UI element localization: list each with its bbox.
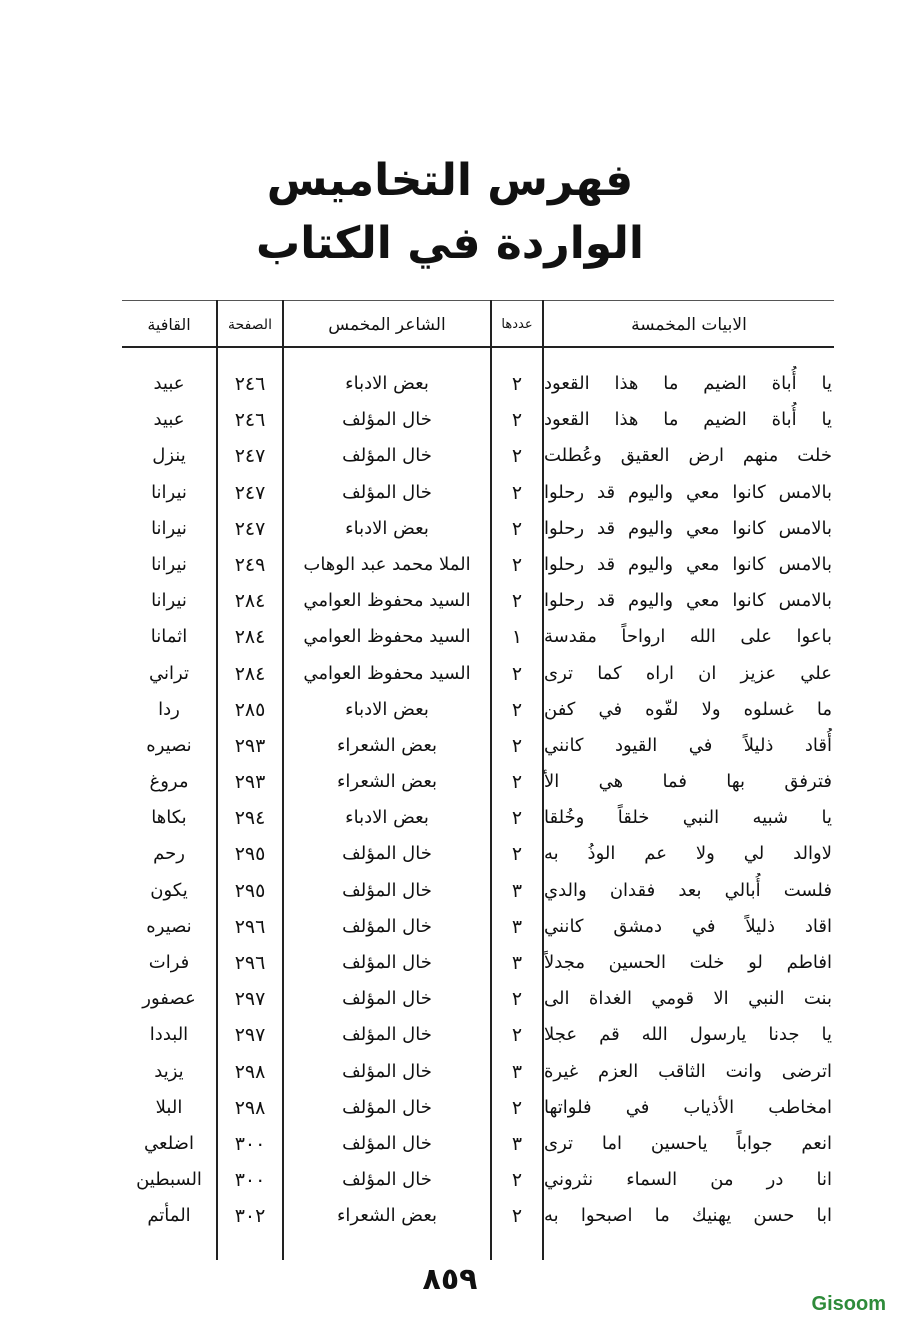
verse-cell: يا أُباة الضيم ما هذا القعود xyxy=(544,373,832,394)
poet-cell: السيد محفوظ العوامي xyxy=(303,662,471,684)
count-cell: ٢ xyxy=(511,662,523,685)
table-row xyxy=(122,438,834,474)
page-cell: ٣٠٢ xyxy=(234,1205,266,1228)
page-cell: ٢٨٤ xyxy=(234,626,266,649)
poet-cell: خال المؤلف xyxy=(342,1096,432,1118)
poet-cell: خال المؤلف xyxy=(342,1024,432,1046)
rhyme-cell: نيرانا xyxy=(151,517,187,539)
index-table xyxy=(122,300,834,1260)
verse-cell: باعوا على الله ارواحاً مقدسة xyxy=(544,626,832,648)
page-cell: ٢٩٥ xyxy=(234,879,266,902)
table-row xyxy=(122,511,834,547)
count-cell: ٣ xyxy=(511,879,523,902)
verse-cell: ما غسلوه ولا لفّوه في كفن xyxy=(544,698,832,720)
page-cell: ٢٩٥ xyxy=(234,843,266,866)
poet-cell: بعض الشعراء xyxy=(336,771,438,793)
poet-cell: خال المؤلف xyxy=(342,481,432,503)
poet-cell: بعض الادباء xyxy=(345,517,429,539)
page-cell: ٢٩٧ xyxy=(234,1024,266,1047)
page-cell: ٢٤٦ xyxy=(234,373,266,395)
page-cell: ٢٤٧ xyxy=(234,517,266,540)
verse-cell: يا شبيه النبي خلقاً وخُلقا xyxy=(544,807,832,829)
table-row xyxy=(122,402,834,438)
poet-cell: السيد محفوظ العوامي xyxy=(303,590,471,612)
table-row xyxy=(122,583,834,619)
count-cell: ٢ xyxy=(511,445,523,468)
rhyme-cell: المأتم xyxy=(147,1205,191,1227)
table-row xyxy=(122,909,834,945)
poet-cell: خال المؤلف xyxy=(342,1132,432,1154)
poet-cell: خال المؤلف xyxy=(342,409,432,431)
verse-cell: أُقاد ذليلاً في القيود كانني xyxy=(544,734,832,756)
table-row xyxy=(122,800,834,836)
count-cell: ٢ xyxy=(511,988,523,1011)
rhyme-cell: اثمانا xyxy=(150,626,188,648)
gisoom-logo: Gisoom xyxy=(811,1293,886,1315)
page-cell: ٢٩٨ xyxy=(234,1060,266,1083)
page-cell: ٢٨٥ xyxy=(234,698,266,721)
count-cell: ٢ xyxy=(511,1024,523,1047)
poet-cell: خال المؤلف xyxy=(342,915,432,937)
count-cell: ٢ xyxy=(511,698,523,721)
poet-cell: خال المؤلف xyxy=(342,952,432,973)
table-row xyxy=(122,764,834,800)
verse-cell: اقاد ذليلاً في دمشق كانني xyxy=(544,915,832,937)
table-row xyxy=(122,873,834,909)
count-cell: ٢ xyxy=(511,373,523,395)
page-cell: ٢٩٦ xyxy=(234,915,266,938)
verse-cell: فترفق بها فما هي الأ xyxy=(544,771,832,793)
verse-cell: افاطم لو خلت الحسين مجدلاً xyxy=(544,952,832,973)
verse-cell: انعم جواباً ياحسين اما ترى xyxy=(544,1132,832,1154)
page-title: فهرس التخاميس xyxy=(266,155,634,206)
page-cell: ٢٤٩ xyxy=(234,553,266,576)
table-row xyxy=(122,1090,834,1126)
count-cell: ٢ xyxy=(511,590,523,613)
page-cell: ٢٩٧ xyxy=(234,988,266,1011)
verse-cell: بنت النبي الا قومي الغداة الى xyxy=(544,988,832,1010)
rhyme-cell: يكون xyxy=(150,879,188,901)
count-cell: ٢ xyxy=(511,1169,523,1192)
table-row xyxy=(122,619,834,655)
verse-cell: علي عزيز ان اراه كما ترى xyxy=(544,662,832,684)
poet-cell: السيد محفوظ العوامي xyxy=(303,626,471,648)
rhyme-cell: تراني xyxy=(149,662,189,684)
table-row xyxy=(122,1017,834,1053)
page-number: ٨٥٩ xyxy=(422,1262,478,1297)
poet-cell: بعض الشعراء xyxy=(336,734,438,756)
count-cell: ٢ xyxy=(511,481,523,504)
rhyme-cell: فرات xyxy=(148,952,190,973)
poet-cell: خال المؤلف xyxy=(342,445,432,467)
table-top-rule xyxy=(122,300,834,301)
rhyme-cell: البلا xyxy=(155,1096,183,1118)
page-cell: ٢٩٦ xyxy=(234,952,266,974)
count-cell: ٢ xyxy=(511,1096,523,1119)
count-cell: ٢ xyxy=(511,1205,523,1228)
poet-cell: بعض الادباء xyxy=(345,373,429,394)
verse-cell: امخاطب الأذياب في فلواتها xyxy=(544,1096,832,1118)
page-cell: ٢٨٤ xyxy=(234,662,266,685)
count-cell: ١ xyxy=(511,626,523,649)
page-cell: ٢٤٧ xyxy=(234,481,266,504)
verse-cell: بالامس كانوا معي واليوم قد رحلوا xyxy=(544,481,832,503)
verse-cell: يا جدنا يارسول الله قم عجلا xyxy=(544,1024,832,1046)
table-row xyxy=(122,366,834,402)
rhyme-cell: يزيد xyxy=(154,1060,184,1082)
page-cell: ٢٤٦ xyxy=(234,409,266,432)
count-cell: ٢ xyxy=(511,517,523,540)
count-cell: ٣ xyxy=(511,1132,523,1155)
poet-cell: خال المؤلف xyxy=(342,843,432,865)
poet-cell: بعض الادباء xyxy=(345,807,429,829)
poet-cell: خال المؤلف xyxy=(342,1060,432,1082)
table-row xyxy=(122,1126,834,1162)
poet-cell: خال المؤلف xyxy=(342,1169,432,1191)
header-page: الصفحة xyxy=(228,317,272,333)
rhyme-cell: عبيد xyxy=(153,373,185,394)
verse-cell: انا در من السماء نثروني xyxy=(544,1169,832,1191)
table-row xyxy=(122,656,834,692)
header-verses: الابيات المخمسة xyxy=(631,315,747,335)
verse-cell: ابا حسن يهنيك ما اصبحوا به xyxy=(544,1205,832,1227)
page-cell: ٣٠٠ xyxy=(234,1132,266,1155)
verse-cell: يا أُباة الضيم ما هذا القعود xyxy=(544,409,832,431)
rhyme-cell: البددا xyxy=(149,1024,189,1046)
table-row xyxy=(122,728,834,764)
rhyme-cell: اضلعي xyxy=(144,1132,194,1154)
table-row xyxy=(122,1198,834,1234)
header-count: عددها xyxy=(501,317,533,332)
count-cell: ٢ xyxy=(511,771,523,794)
count-cell: ٣ xyxy=(511,915,523,938)
page-cell: ٢٨٤ xyxy=(234,590,266,613)
verse-cell: بالامس كانوا معي واليوم قد رحلوا xyxy=(544,553,832,575)
table-row xyxy=(122,547,834,583)
page-subtitle: الواردة في الكتاب xyxy=(255,218,644,269)
table-row xyxy=(122,945,834,981)
rhyme-cell: بكاها xyxy=(151,807,187,829)
table-row xyxy=(122,1054,834,1090)
rhyme-cell: مروغ xyxy=(149,771,189,793)
table-row xyxy=(122,836,834,872)
count-cell: ٢ xyxy=(511,734,523,757)
rhyme-cell: عبيد xyxy=(153,409,185,431)
page-cell: ٢٤٧ xyxy=(234,445,266,468)
page-cell: ٢٩٣ xyxy=(234,771,266,794)
poet-cell: خال المؤلف xyxy=(342,988,432,1010)
verse-cell: بالامس كانوا معي واليوم قد رحلوا xyxy=(544,517,832,539)
count-cell: ٣ xyxy=(511,952,523,974)
poet-cell: خال المؤلف xyxy=(342,879,432,901)
rhyme-cell: نصيره xyxy=(146,915,192,937)
rhyme-cell: ينزل xyxy=(152,445,186,467)
poet-cell: بعض الشعراء xyxy=(336,1205,438,1227)
header-rule xyxy=(122,346,834,348)
table-body xyxy=(122,366,834,1235)
rhyme-cell: السبطين xyxy=(136,1169,202,1191)
page-cell: ٣٠٠ xyxy=(234,1169,266,1192)
header-poet: الشاعر المخمس xyxy=(328,315,446,335)
header-rhyme: القافية xyxy=(147,315,191,334)
poet-cell: الملا محمد عبد الوهاب xyxy=(303,553,471,575)
count-cell: ٢ xyxy=(511,843,523,866)
rhyme-cell: نصيره xyxy=(146,734,192,756)
verse-cell: فلست أُبالي بعد فقدان والدي xyxy=(544,879,832,901)
verse-cell: بالامس كانوا معي واليوم قد رحلوا xyxy=(544,590,832,612)
table-row xyxy=(122,1162,834,1198)
rhyme-cell: عصفور xyxy=(142,988,196,1010)
count-cell: ٢ xyxy=(511,409,523,432)
page-cell: ٢٩٨ xyxy=(234,1096,266,1119)
count-cell: ٢ xyxy=(511,553,523,576)
poet-cell: بعض الادباء xyxy=(345,698,429,720)
rhyme-cell: ردا xyxy=(158,698,180,720)
count-cell: ٢ xyxy=(511,807,523,830)
count-cell: ٣ xyxy=(511,1060,523,1083)
page-cell: ٢٩٣ xyxy=(234,734,266,757)
verse-cell: لاوالد لي ولا عم الوذُ به xyxy=(544,843,832,865)
table-row xyxy=(122,692,834,728)
page-cell: ٢٩٤ xyxy=(234,807,266,830)
rhyme-cell: نيرانا xyxy=(151,590,187,612)
table-row xyxy=(122,981,834,1017)
rhyme-cell: نيرانا xyxy=(151,481,187,503)
table-row xyxy=(122,475,834,511)
verse-cell: خلت منهم ارض العقيق وعُطلت xyxy=(544,445,832,467)
verse-cell: اترضى وانت الثاقب العزم غيرة xyxy=(544,1060,832,1082)
rhyme-cell: رحم xyxy=(153,843,185,865)
rhyme-cell: نيرانا xyxy=(151,553,187,575)
